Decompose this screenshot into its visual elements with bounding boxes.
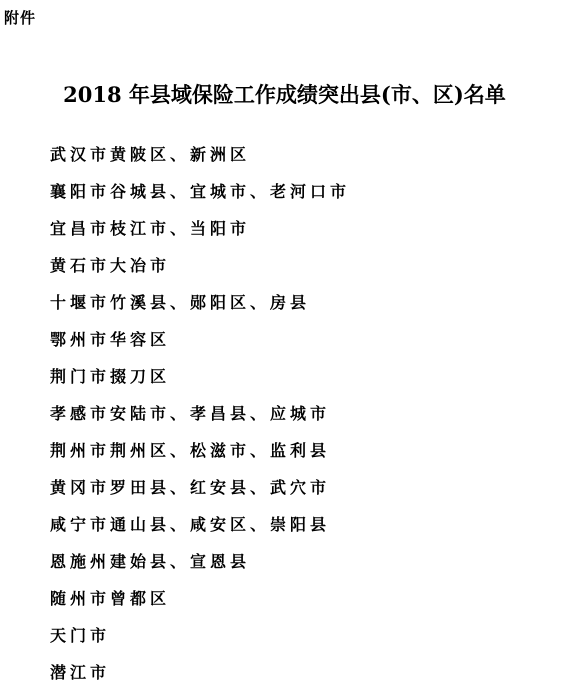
list-item: 荆州市荆州区、松滋市、监利县 — [50, 441, 331, 460]
list-item: 十堰市竹溪县、郧阳区、房县 — [50, 293, 311, 312]
county-list — [50, 141, 350, 696]
list-item: 天门市 — [50, 626, 111, 645]
list-item: 黄石市大冶市 — [50, 256, 171, 275]
list-item: 随州市曾都区 — [50, 589, 171, 608]
list-item: 咸宁市通山县、咸安区、崇阳县 — [50, 515, 331, 534]
list-item: 黄冈市罗田县、红安县、武穴市 — [50, 478, 331, 497]
list-item: 潜江市 — [50, 663, 111, 682]
list-item: 襄阳市谷城县、宜城市、老河口市 — [50, 182, 351, 201]
attachment-label: 附件 — [4, 9, 37, 27]
list-item: 武汉市黄陂区、新洲区 — [50, 145, 251, 164]
list-item: 鄂州市华容区 — [50, 330, 171, 349]
list-item: 孝感市安陆市、孝昌县、应城市 — [50, 404, 331, 423]
list-item: 宜昌市枝江市、当阳市 — [50, 219, 251, 238]
list-item: 恩施州建始县、宣恩县 — [50, 552, 251, 571]
list-item: 荆门市掇刀区 — [50, 367, 171, 386]
document-title: 2018 年县域保险工作成绩突出县(市、区)名单 — [63, 82, 506, 107]
